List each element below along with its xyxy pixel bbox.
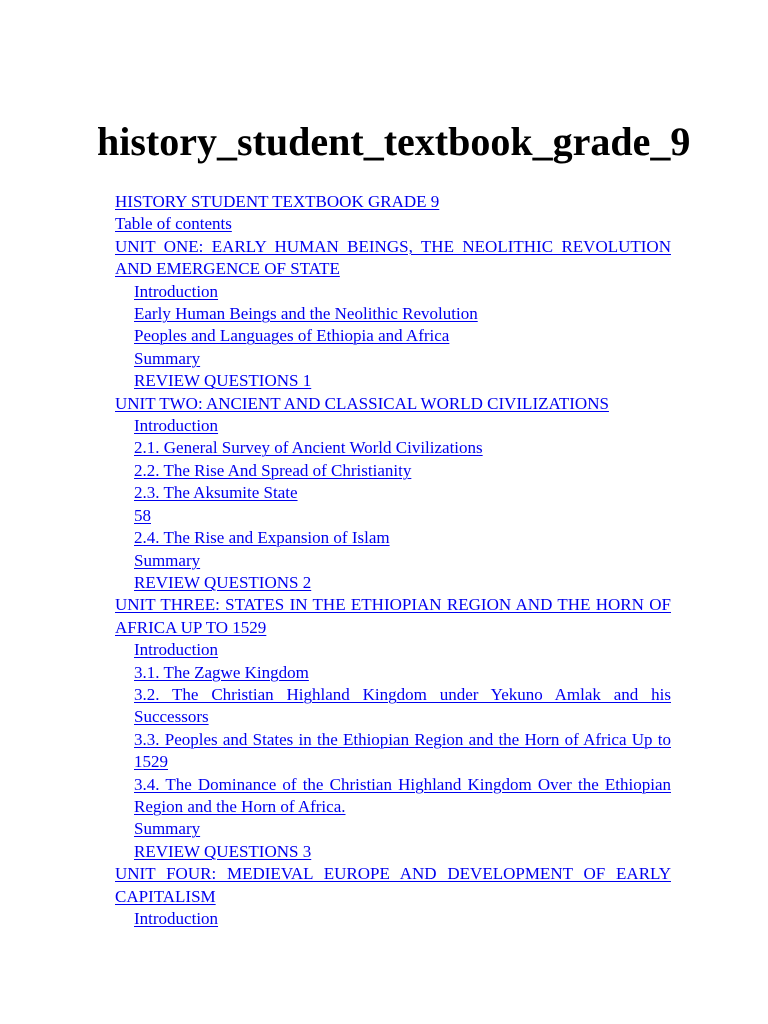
toc-item [115, 662, 671, 684]
toc-item [115, 594, 671, 639]
toc-link[interactable]: Introduction [134, 416, 219, 436]
toc-link[interactable]: UNIT ONE: EARLY HUMAN BEINGS, THE NEOLITHIC REVOLUTION AND EMERGENCE OF STATE [115, 236, 671, 279]
toc-item [115, 348, 671, 370]
document-title: history_student_textbook_grade_9 [97, 119, 691, 164]
toc-item [115, 281, 671, 303]
toc-item [115, 437, 671, 459]
toc-link[interactable]: Introduction [134, 640, 219, 660]
toc-item [115, 370, 671, 392]
toc-link[interactable]: UNIT THREE: STATES IN THE ETHIOPIAN REGION AND THE HORN OF AFRICA UP TO 1529 [115, 595, 671, 637]
toc-link[interactable]: REVIEW QUESTIONS 3 [134, 841, 312, 861]
toc-link[interactable]: 2.2. The Rise And Spread of Christianity [134, 460, 412, 480]
toc-link[interactable]: Peoples and Languages of Ethiopia and Africa [134, 326, 450, 346]
toc-item [115, 527, 671, 549]
toc-item [115, 774, 671, 819]
toc-item [115, 818, 671, 840]
toc-item [115, 393, 671, 415]
toc-link[interactable]: 3.2. The Christian Highland Kingdom under Yekuno Amlak and his Successors [134, 684, 671, 727]
table-of-contents [115, 191, 671, 930]
toc-link[interactable]: Table of contents [115, 214, 232, 234]
toc-link[interactable]: Summary [134, 348, 201, 368]
toc-item [115, 550, 671, 572]
toc-link[interactable]: 2.3. The Aksumite State [134, 483, 298, 503]
toc-link[interactable]: Summary [134, 550, 201, 570]
toc-link[interactable]: UNIT TWO: ANCIENT AND CLASSICAL WORLD CIVILIZATIONS [115, 393, 609, 413]
toc-link[interactable]: Introduction [134, 909, 219, 928]
toc-item [115, 415, 671, 437]
toc-item [115, 482, 671, 504]
toc-link[interactable]: 3.3. Peoples and States in the Ethiopian Region and the Horn of Africa Up to 1529 [134, 729, 671, 772]
toc-item [115, 841, 671, 863]
toc-link[interactable]: 3.4. The Dominance of the Christian Highland Kingdom Over the Ethiopian Region and the Horn of Africa. [134, 774, 671, 816]
toc-link[interactable]: 2.1. General Survey of Ancient World Civilizations [134, 438, 483, 458]
toc-item [115, 505, 671, 527]
toc-item [115, 303, 671, 325]
toc-link[interactable]: 3.1. The Zagwe Kingdom [134, 662, 309, 682]
toc-link[interactable]: REVIEW QUESTIONS 2 [134, 572, 312, 592]
toc-item [115, 639, 671, 661]
toc-item [115, 863, 671, 908]
toc-item [115, 684, 671, 729]
toc-link[interactable]: 2.4. The Rise and Expansion of Islam [134, 528, 390, 548]
toc-link[interactable]: REVIEW QUESTIONS 1 [134, 371, 312, 391]
toc-link[interactable]: Summary [134, 819, 201, 839]
toc-item [115, 572, 671, 594]
toc-item [115, 729, 671, 774]
toc-item [115, 908, 671, 930]
toc-link[interactable]: 58 [134, 505, 151, 525]
toc-link[interactable]: UNIT FOUR: MEDIEVAL EUROPE AND DEVELOPMENT OF EARLY CAPITALISM [115, 864, 671, 906]
toc-item [115, 191, 671, 213]
toc-item [115, 460, 671, 482]
toc-item [115, 325, 671, 347]
toc-item [115, 213, 671, 235]
toc-item [115, 236, 671, 281]
toc-link[interactable]: Introduction [134, 281, 219, 301]
toc-link[interactable]: HISTORY STUDENT TEXTBOOK GRADE 9 [115, 192, 440, 211]
toc-link[interactable]: Early Human Beings and the Neolithic Revolution [134, 304, 478, 324]
